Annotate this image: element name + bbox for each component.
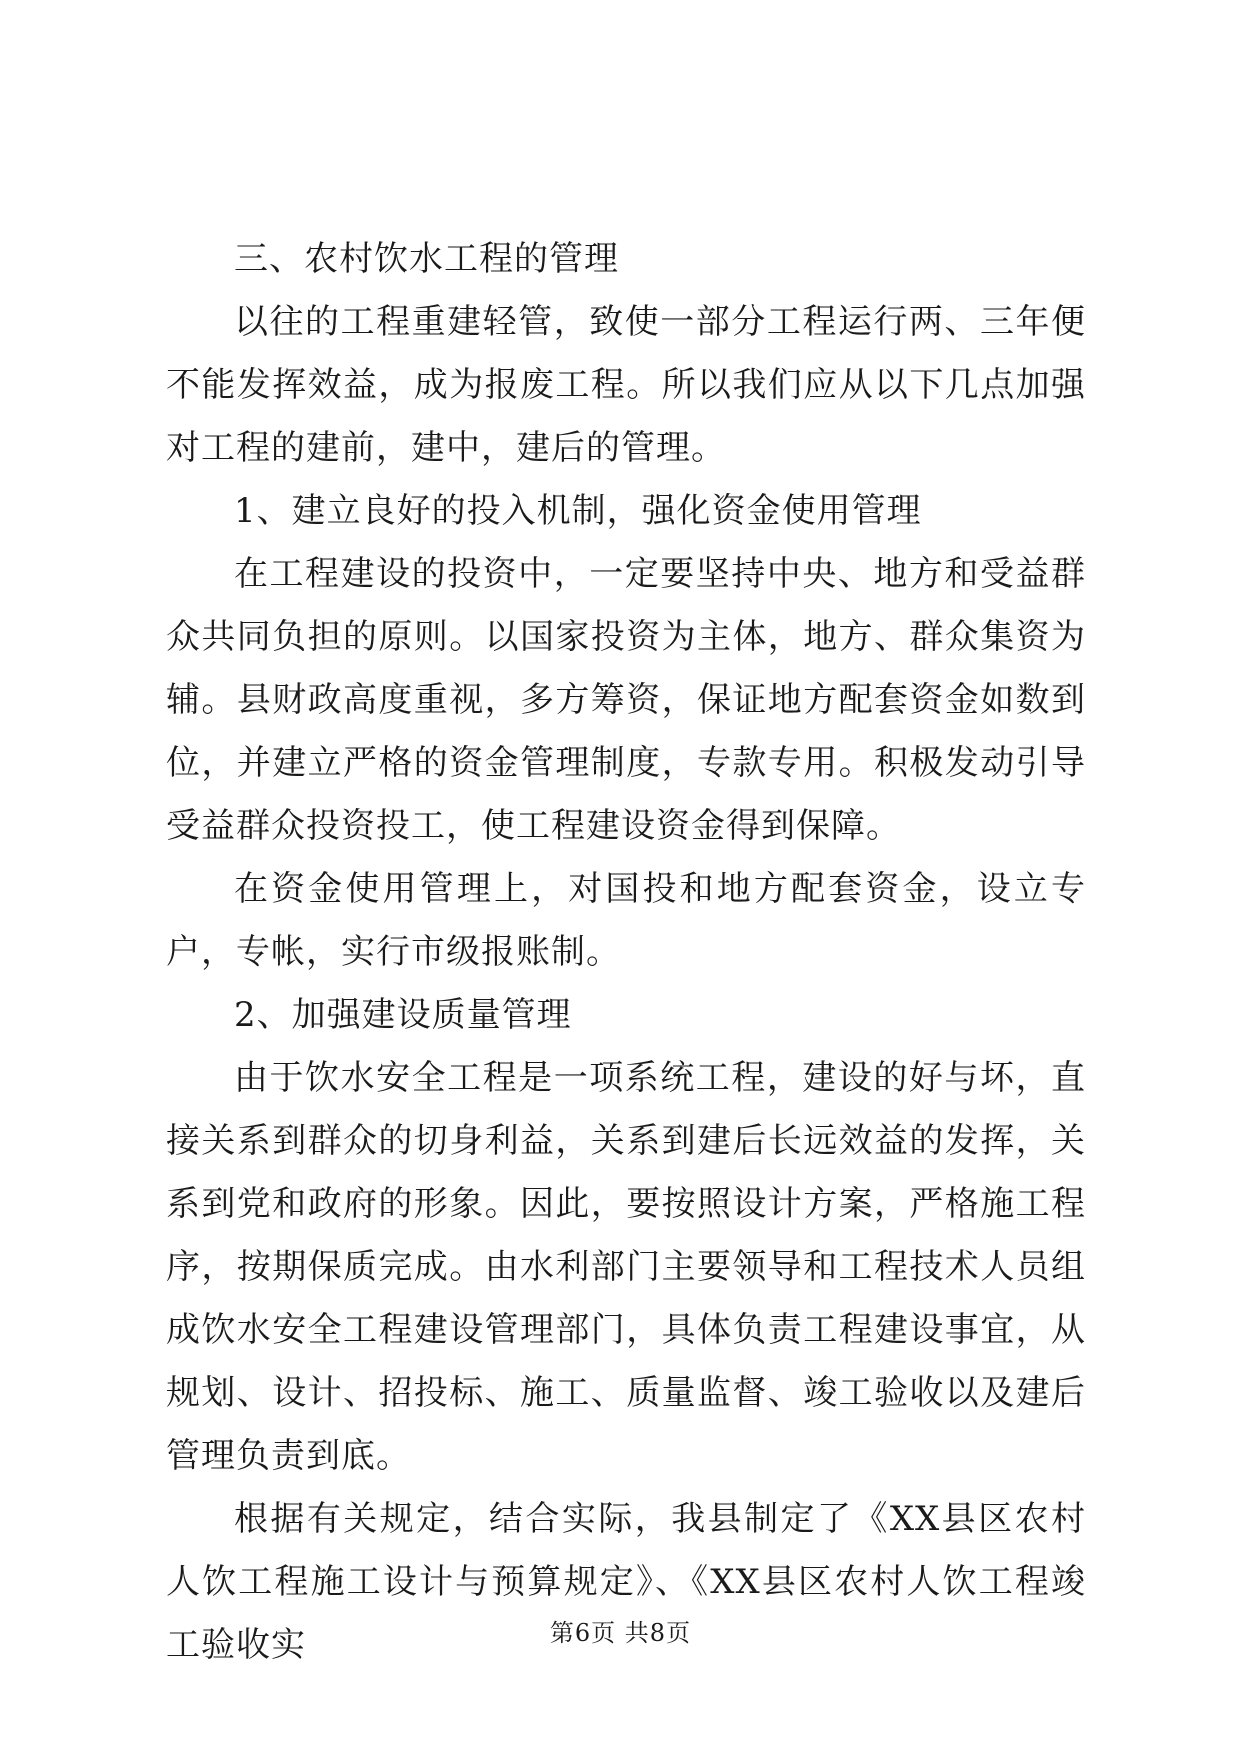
paragraph: 在工程建设的投资中，一定要坚持中央、地方和受益群众共同负担的原则。以国家投资为主体，地方、群众集资为辅。县财政高度重视，多方筹资，保证地方配套资金如数到位，并建立严格的资金管理制度，专款专用。积极发动引导受益群众投资投工，使工程建设资金得到保障。: [166, 554, 1086, 846]
section-heading: 三、农村饮水工程的管理: [234, 239, 619, 279]
paragraph: 以往的工程重建轻管，致使一部分工程运行两、三年便不能发挥效益，成为报废工程。所以我们应从以下几点加强对工程的建前，建中，建后的管理。: [166, 302, 1086, 468]
subsection-heading: 2、加强建设质量管理: [234, 995, 572, 1035]
subsection-heading: 1、建立良好的投入机制，强化资金使用管理: [234, 491, 922, 531]
paragraph: 在资金使用管理上，对国投和地方配套资金，设立专户，专帐，实行市级报账制。: [166, 869, 1086, 972]
paragraph: 根据有关规定，结合实际，我县制定了《XX县区农村人饮工程施工设计与预算规定》、《XX县区农村人饮工程竣工验收实: [166, 1499, 1086, 1665]
document-body: [166, 228, 1086, 1677]
page-footer: 第6页 共8页: [549, 1619, 692, 1647]
paragraph: 由于饮水安全工程是一项系统工程，建设的好与坏，直接关系到群众的切身利益，关系到建后长远效益的发挥，关系到党和政府的形象。因此，要按照设计方案，严格施工程序，按期保质完成。由水利部门主要领导和工程技术人员组成饮水安全工程建设管理部门，具体负责工程建设事宜，从规划、设计、招投标、施工、质量监督、竣工验收以及建后管理负责到底。: [166, 1058, 1086, 1476]
